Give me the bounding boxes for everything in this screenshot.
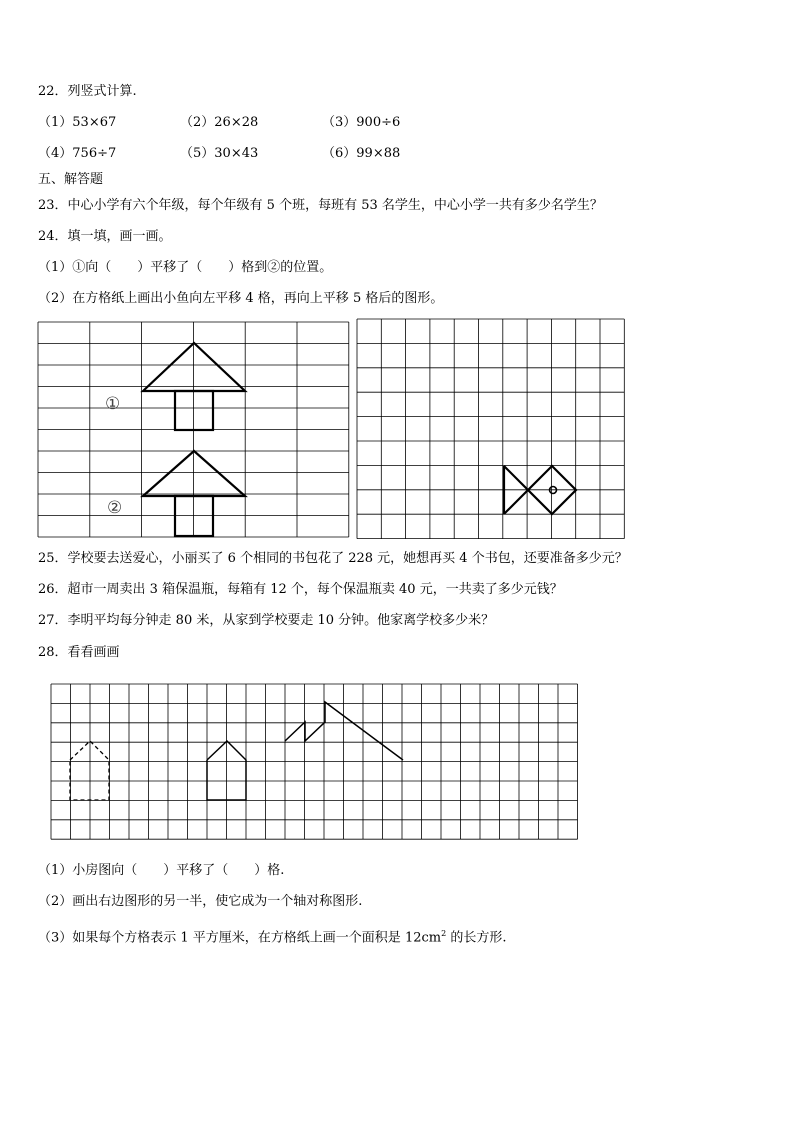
label-1: ① [105,394,121,414]
q28-sub3-sup: 2 [441,929,447,938]
q28-sub1: （1）小房图向（ ）平移了（ ）格. [38,863,285,878]
q22-item-4: （4）756÷7 [38,146,117,161]
q28-sub3-post: 的长方形. [446,930,507,946]
q22-item-2: （2）26×28 [180,115,259,130]
house-2-roof [143,451,245,496]
q24-sub2: （2）在方格纸上画出小鱼向左平移 4 格，再向上平移 5 格后的图形。 [38,291,444,306]
house-symmetry-grid [50,683,580,841]
q28-sub3-pre: （3）如果每个方格表示 1 平方厘米，在方格纸上画一个面积是 12cm [38,930,442,946]
house-2-body [175,496,213,536]
label-2: ② [107,498,123,518]
q28-title: 28．看看画画 [38,645,120,660]
half-figure [285,702,403,760]
q26-text: 26．超市一周卖出 3 箱保温瓶，每箱有 12 个，每个保温瓶卖 40 元，一共卖了多少元钱？ [38,582,563,597]
q24-sub1: （1）①向（ ）平移了（ ）格到②的位置。 [38,260,333,275]
q24-title: 24．填一填，画一画。 [38,229,172,244]
q22-title: 22．列竖式计算. [38,84,137,99]
q22-item-6: （6）99×88 [322,146,401,161]
q27-text: 27．李明平均每分钟走 80 米，从家到学校要走 10 分钟。他家离学校多少米？ [38,613,495,628]
q22-item-3: （3）900÷6 [322,115,401,130]
house-1-body [175,391,213,430]
q28-sub3 [38,926,506,946]
q22-item-5: （5）30×43 [180,146,259,161]
fish-grid [356,318,628,540]
q28-sub2: （2）画出右边图形的另一半，使它成为一个轴对称图形. [38,894,363,909]
house-1-roof [143,343,245,391]
q22-item-1: （1）53×67 [38,115,117,130]
dashed-house [70,741,109,800]
q23-text: 23．中心小学有六个年级，每个年级有 5 个班，每班有 53 名学生，中心小学一共有多少名学生？ [38,198,603,213]
section-title: 五、解答题 [38,172,104,187]
house-translation-grid [37,321,350,538]
q25-text: 25．学校要去送爱心，小丽买了 6 个相同的书包花了 228 元，她想再买 4 个书包，还要准备多少元？ [38,551,628,566]
